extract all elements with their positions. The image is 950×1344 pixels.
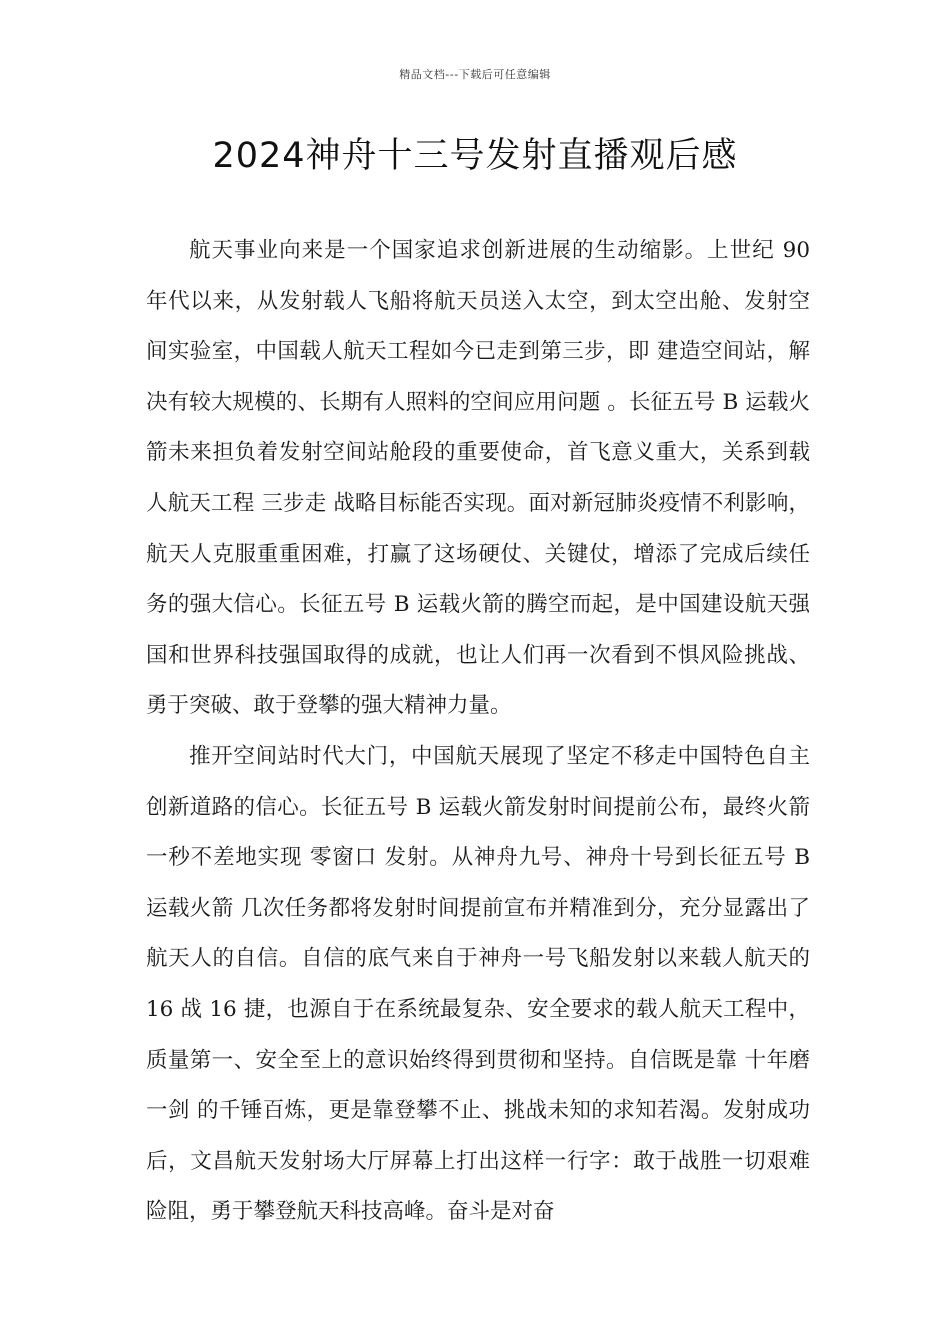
header-note: 精品文档---下载后可任意编辑 xyxy=(399,68,551,81)
paragraph-1: 航天事业向来是一个国家追求创新进展的生动缩影。上世纪 90 年代以来，从发射载人飞船将航天员送入太空，到太空出舱、发射空间实验室，中国载人航天工程如今已走到第三步，即 建造空间站，解决有较大规模的、长期有人照料的空间应用问题 。长征五号 B 运载火箭未来担负着发射空间站舱段的重要使命，首飞意义重大，关系到载人航天工程 三步走 战略目标能否实现。面对新冠肺炎疫情不利影响，航天人克服重重困难，打赢了这场硬仗、关键仗，增添了完成后续任务的强大信心。长征五号 B 运载火箭的腾空而起，是中国建设航天强国和世界科技强国取得的成就，也让人们再一次看到不惧风险挑战、勇于突破、敢于登攀的强大精神力量。 xyxy=(146,238,810,719)
page-title: 2024神舟十三号发射直播观后感 xyxy=(212,136,738,176)
document-body xyxy=(146,226,810,1238)
paragraph-2: 推开空间站时代大门，中国航天展现了坚定不移走中国特色自主创新道路的信心。长征五号 B 运载火箭发射时间提前公布，最终火箭一秒不差地实现 零窗口 发射。从神舟九号、神舟十号到长征五号 B 运载火箭 几次任务都将发射时间提前宣布并精准到分，充分显露出了航天人的自信。自信的底气来自于神舟一号飞船发射以来载人航天的 16 战 16 捷，也源自于在系统最复杂、安全要求的载人航天工程中，质量第一、安全至上的意识始终得到贯彻和坚持。自信既是靠 十年磨一剑 的千锤百炼，更是靠登攀不止、挑战未知的求知若渴。发射成功后，文昌航天发射场大厅屏幕上打出这样一行字：敢于战胜一切艰难险阻，勇于攀登航天科技高峰。奋斗是对奋 xyxy=(146,743,810,1225)
